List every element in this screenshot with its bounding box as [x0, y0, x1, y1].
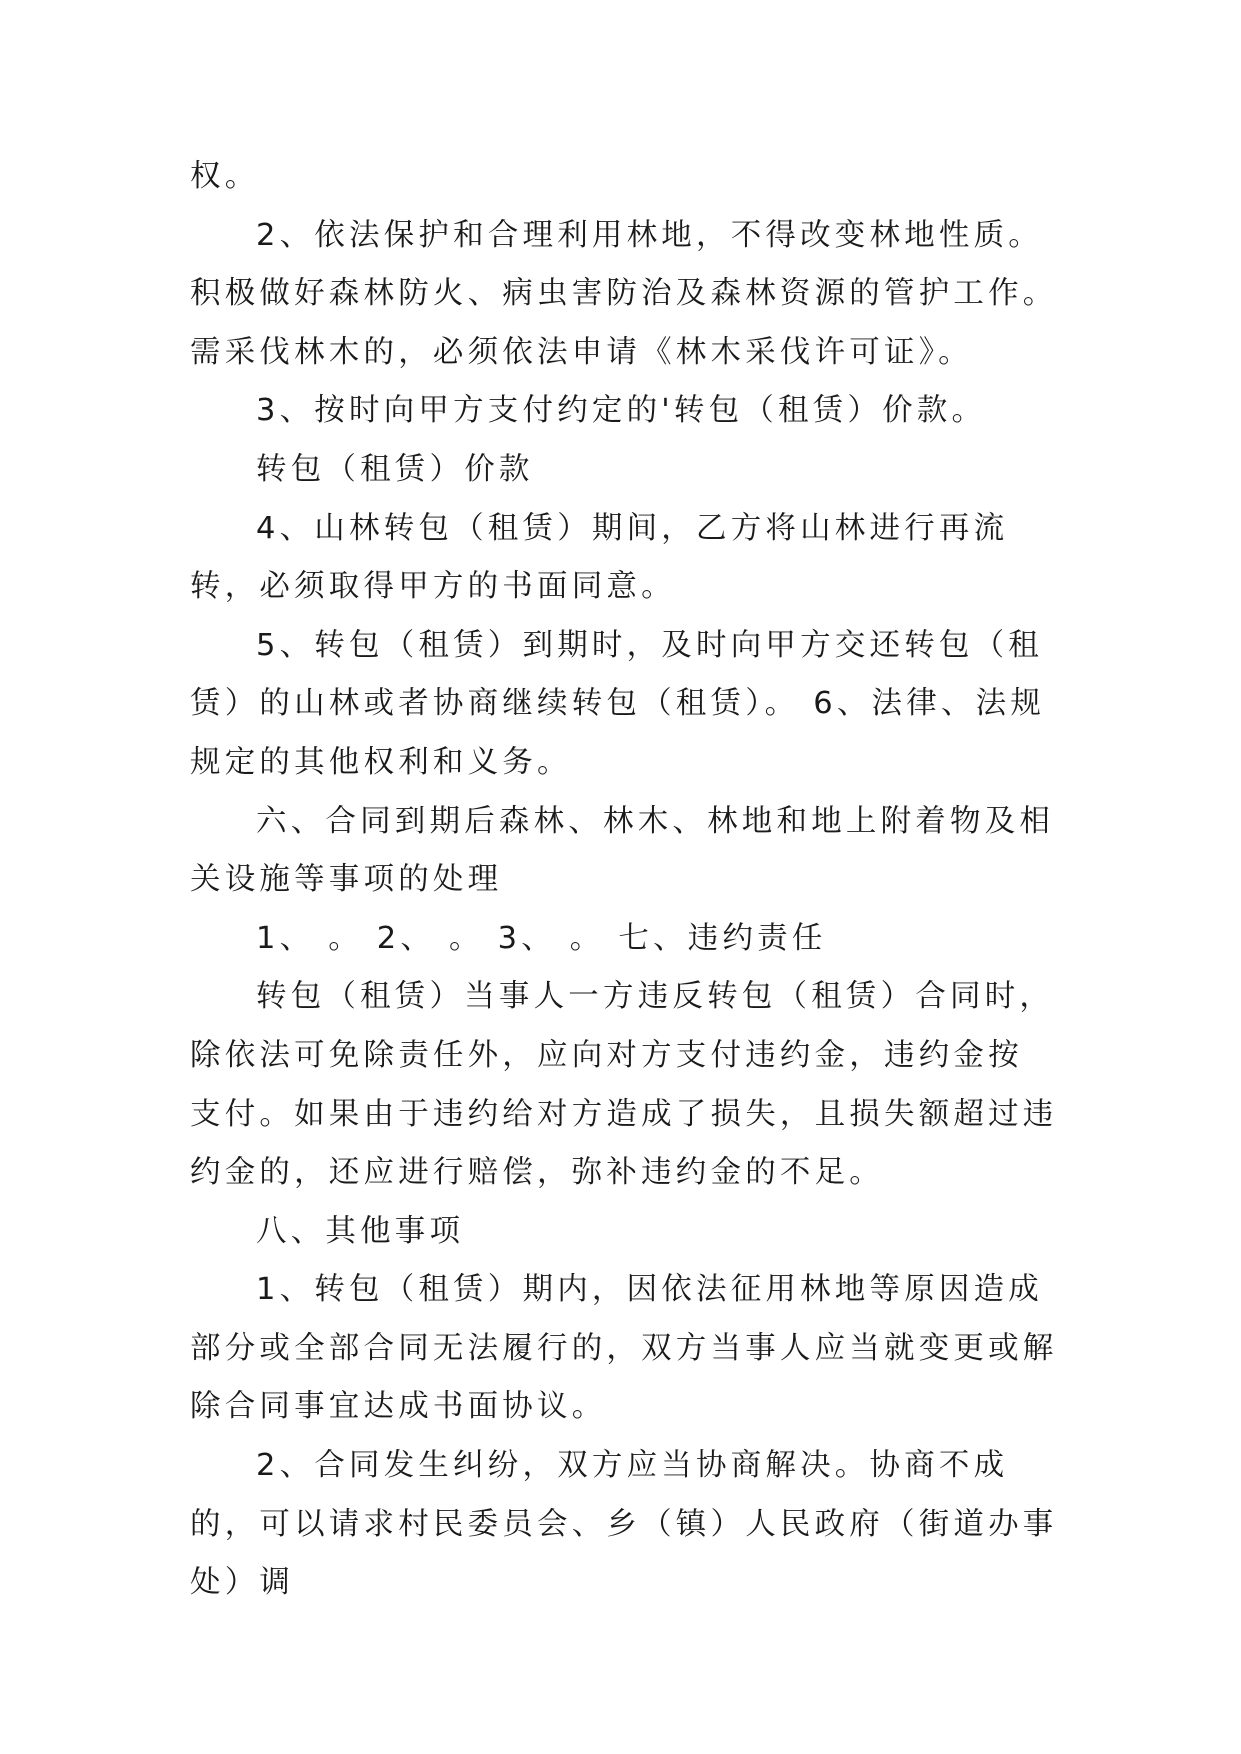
paragraph-4: 转包（租赁）价款 [256, 451, 534, 487]
paragraph-11: 1、转包（租赁）期内，因依法征用林地等原因造成部分或全部合同无法履行的，双方当事人应当就变更或解除合同事宜达成书面协议。 [190, 1272, 1058, 1425]
paragraph-3: 3、按时向甲方支付约定的'转包（租赁）价款。 [256, 393, 987, 429]
paragraph-9: 转包（租赁）当事人一方违反转包（租赁）合同时，除依法可免除责任外，应向对方支付违约金，违约金按 支付。如果由于违约给对方造成了损失，且损失额超过违约金的，还应进行赔偿，弥补违约金的不足。 [190, 979, 1058, 1191]
paragraph-8: 1、 。 2、 。 3、 。 七、违约责任 [256, 920, 827, 956]
paragraph-10: 八、其他事项 [256, 1213, 465, 1249]
paragraph-2: 2、依法保护和合理利用林地，不得改变林地性质。积极做好森林防火、病虫害防治及森林资源的管护工作。需采伐林木的，必须依法申请《林木采伐许可证》。 [190, 217, 1058, 370]
document-body [190, 148, 1060, 1613]
paragraph-12: 2、合同发生纠纷，双方应当协商解决。协商不成的，可以请求村民委员会、乡（镇）人民政府（街道办事处）调 [190, 1448, 1058, 1601]
paragraph-1: 权。 [190, 159, 260, 194]
paragraph-6: 5、转包（租赁）到期时，及时向甲方交还转包（租赁）的山林或者协商继续转包（租赁）。 6、法律、法规规定的其他权利和义务。 [190, 627, 1046, 780]
paragraph-7: 六、合同到期后森林、林木、林地和地上附着物及相关设施等事项的处理 [190, 803, 1055, 898]
paragraph-5: 4、山林转包（租赁）期间，乙方将山林进行再流转，必须取得甲方的书面同意。 [190, 510, 1009, 605]
